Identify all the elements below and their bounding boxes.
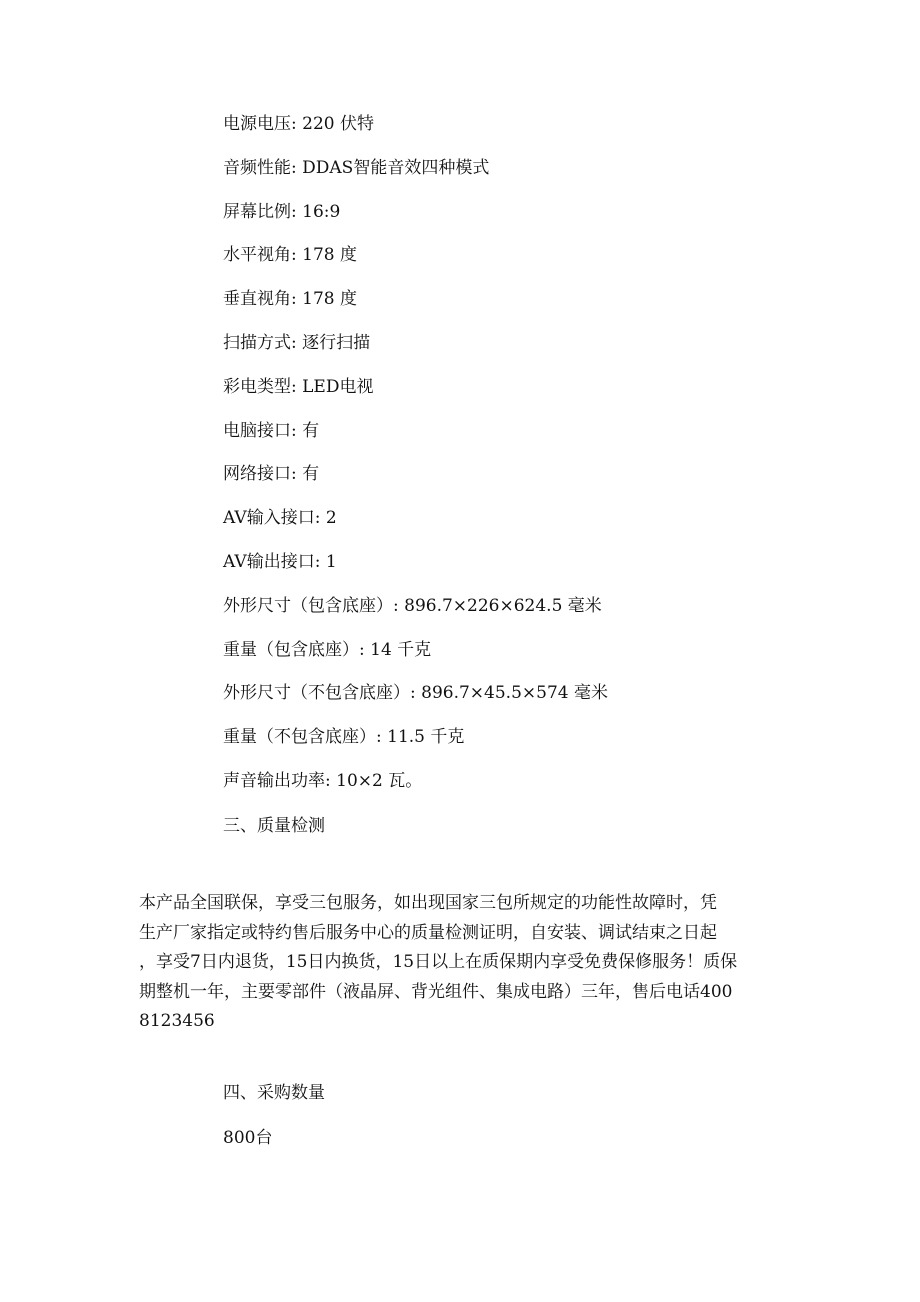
paragraph-line: ，享受7日内退货，15日内换货，15日以上在质保期内享受免费保修服务！质保 <box>139 952 738 973</box>
paragraph-line: 生产厂家指定或特约售后服务中心的质量检测证明，自安装、调试结束之日起 <box>139 922 717 943</box>
spec-power-voltage: 电源电压: 220 伏特 <box>223 114 374 134</box>
spec-audio-output-power: 声音输出功率: 10×2 瓦。 <box>223 770 423 791</box>
spec-audio-performance: 音频性能: DDAS智能音效四种模式 <box>223 157 490 178</box>
spec-dimensions-without-base: 外形尺寸（不包含底座）: 896.7×45.5×574 毫米 <box>223 683 608 704</box>
purchase-quantity: 800台 <box>223 1128 273 1148</box>
spec-pc-interface: 电脑接口: 有 <box>223 420 320 441</box>
quality-paragraph <box>139 889 781 1037</box>
spec-screen-ratio: 屏幕比例: 16:9 <box>223 201 341 222</box>
section-heading-quality: 三、质量检测 <box>223 816 325 836</box>
paragraph-line: 本产品全国联保，享受三包服务，如出现国家三包所规定的功能性故障时，凭 <box>139 893 717 913</box>
spec-list <box>223 110 608 811</box>
paragraph-line: 期整机一年，主要零部件（液晶屏、背光组件、集成电路）三年，售后电话400 <box>139 981 733 1002</box>
spec-vertical-angle: 垂直视角: 178 度 <box>223 289 357 310</box>
spec-tv-type: 彩电类型: LED电视 <box>223 376 374 397</box>
spec-av-output: AV输出接口: 1 <box>223 551 337 572</box>
spec-weight-without-base: 重量（不包含底座）: 11.5 千克 <box>223 727 465 748</box>
spec-scan-mode: 扫描方式: 逐行扫描 <box>223 332 371 353</box>
spec-av-input: AV输入接口: 2 <box>223 508 337 529</box>
paragraph-line: 8123456 <box>139 1011 215 1032</box>
spec-weight-with-base: 重量（包含底座）: 14 千克 <box>223 639 432 660</box>
section-heading-purchase: 四、采购数量 <box>223 1083 325 1103</box>
spec-network-interface: 网络接口: 有 <box>223 464 320 485</box>
spec-horizontal-angle: 水平视角: 178 度 <box>223 245 357 266</box>
spec-dimensions-with-base: 外形尺寸（包含底座）: 896.7×226×624.5 毫米 <box>223 595 602 616</box>
